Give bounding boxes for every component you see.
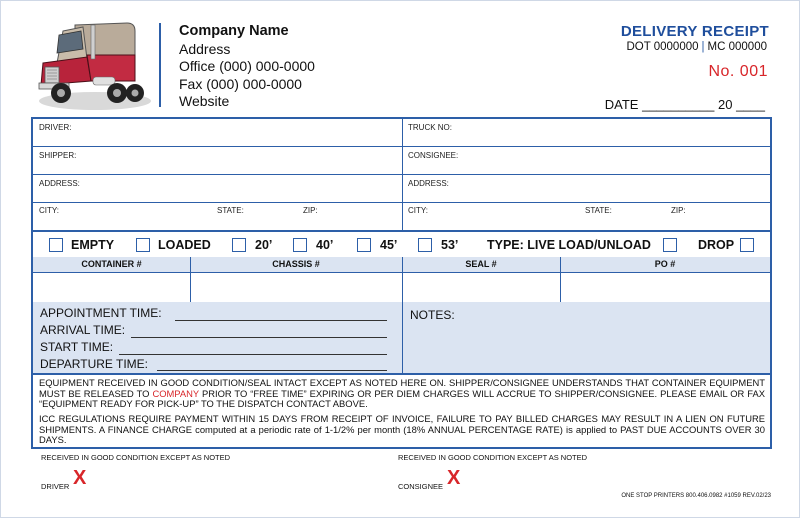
size-45-checkbox[interactable] [357,238,371,252]
notes-label: NOTES: [410,308,455,322]
loaded-label: LOADED [158,238,211,252]
company-info [179,23,315,111]
row-divider [33,373,770,375]
dot-mc-numbers [626,41,767,53]
terms-text: EQUIPMENT RECEIVED IN GOOD CONDITION/SEAL INTACT EXCEPT AS NOTED HERE ON. SHIPPER/CONSIGNEE UNDERSTANDS THAT CONTAINER EQUIPMENT MUST BE RELEASED TO [39,377,765,399]
departure-time-line[interactable] [157,370,387,371]
size-20-checkbox[interactable] [232,238,246,252]
size-40-checkbox[interactable] [293,238,307,252]
column-divider [560,257,561,302]
company-website: Website [179,93,230,109]
drop-label: DROP [698,238,735,252]
arrival-time-label: ARRIVAL TIME: [40,323,126,337]
container-header: CONTAINER # [81,259,142,269]
semi-truck-icon [35,15,153,111]
consignee-city-field[interactable]: CITY: [408,206,429,215]
size-20-label: 20’ [255,238,273,252]
consignee-signature-x[interactable]: X [447,467,461,489]
size-45-label: 45’ [380,238,398,252]
column-divider [402,119,403,230]
dot-number: DOT 0000000 [626,41,699,53]
consignee-state-field[interactable]: STATE: [585,206,612,215]
arrival-time-line[interactable] [131,337,387,338]
empty-checkbox[interactable] [49,238,63,252]
company-name: Company Name [179,23,289,39]
header-divider [159,23,161,107]
receipt-title: DELIVERY RECEIPT [620,23,769,40]
size-53-checkbox[interactable] [418,238,432,252]
driver-signature-x[interactable]: X [73,467,87,489]
size-40-label: 40’ [316,238,334,252]
po-header: PO # [654,259,676,269]
appointment-time-label: APPOINTMENT TIME: [40,306,162,320]
consignee-zip-field[interactable]: ZIP: [671,206,686,215]
shipper-city-field[interactable]: CITY: [39,206,60,215]
shipper-zip-field[interactable]: ZIP: [303,206,318,215]
size-53-label: 53’ [441,238,459,252]
receipt-number: No. 001 [708,63,768,80]
terms-paragraph-2: ICC REGULATIONS REQUIRE PAYMENT WITHIN 15 DAYS FROM RECEIPT OF INVOICE, FAILURE TO PAY BILLED CHARGES MAY RESULT IN A LIEN ON FUTURE SHIPMENTS. A FINANCE CHARGE computed at a periodic rate of 1-1/2% per month (18% ANNUAL PERCENTAGE RATE) is applied to PAST DUE ACCOUNTS OVER 30 DAYS. [39,413,765,446]
type-live-label: TYPE: LIVE LOAD/UNLOAD [487,238,651,252]
terms-company: COMPANY [152,387,199,399]
dot-mc-separator: | [701,41,705,53]
start-time-line[interactable] [119,354,387,355]
date-line[interactable]: DATE __________ 20 ____ [604,97,765,112]
consignee-address-field[interactable]: ADDRESS: [408,179,449,188]
received-label-driver: RECEIVED IN GOOD CONDITION EXCEPT AS NOTED [41,453,231,462]
column-divider [402,257,403,302]
company-fax: Fax (000) 000-0000 [179,75,302,92]
terms-text: PRIOR TO “FREE TIME” EXPIRING OR PER DIEM CHARGES WILL ACCRUE TO SHIPPER/CONSIGNEE. PLEASE EMAIL OR FAX “EQUIPMENT READY FOR PICK-UP” TO THE DISPATCH CONTACT ABOVE. [39,387,766,410]
loaded-checkbox[interactable] [136,238,150,252]
live-load-checkbox[interactable] [663,238,677,252]
shipper-field[interactable]: SHIPPER: [39,151,77,160]
column-divider [190,257,191,302]
drop-checkbox[interactable] [740,238,754,252]
row-divider [33,230,770,232]
company-address: Address [179,40,231,57]
driver-signature-label: DRIVER [41,482,70,491]
shipper-address-field[interactable]: ADDRESS: [39,179,80,188]
received-label-consignee: RECEIVED IN GOOD CONDITION EXCEPT AS NOTED [398,453,588,462]
printer-credit: ONE STOP PRINTERS 800.406.0982 #1059 REV.02/23 [621,493,771,499]
consignee-field[interactable]: CONSIGNEE: [408,151,459,160]
shipper-state-field[interactable]: STATE: [217,206,244,215]
empty-label: EMPTY [71,238,115,252]
consignee-signature-label: CONSIGNEE [398,482,444,491]
company-office-phone: Office (000) 000-0000 [179,58,315,74]
truck-no-field[interactable]: TRUCK NO: [408,123,452,132]
notes-section[interactable] [403,302,770,373]
times-section [33,302,403,373]
appointment-time-line[interactable] [175,320,387,321]
mc-number: MC 000000 [707,41,767,53]
driver-field[interactable]: DRIVER: [39,123,72,132]
seal-header: SEAL # [465,259,497,269]
terms-paragraph-1 [39,378,765,410]
load-type-row [33,234,770,257]
start-time-label: START TIME: [40,340,114,354]
form-body [31,117,772,449]
departure-time-label: DEPARTURE TIME: [40,357,149,371]
column-divider [402,302,403,373]
chassis-header: CHASSIS # [272,259,320,269]
